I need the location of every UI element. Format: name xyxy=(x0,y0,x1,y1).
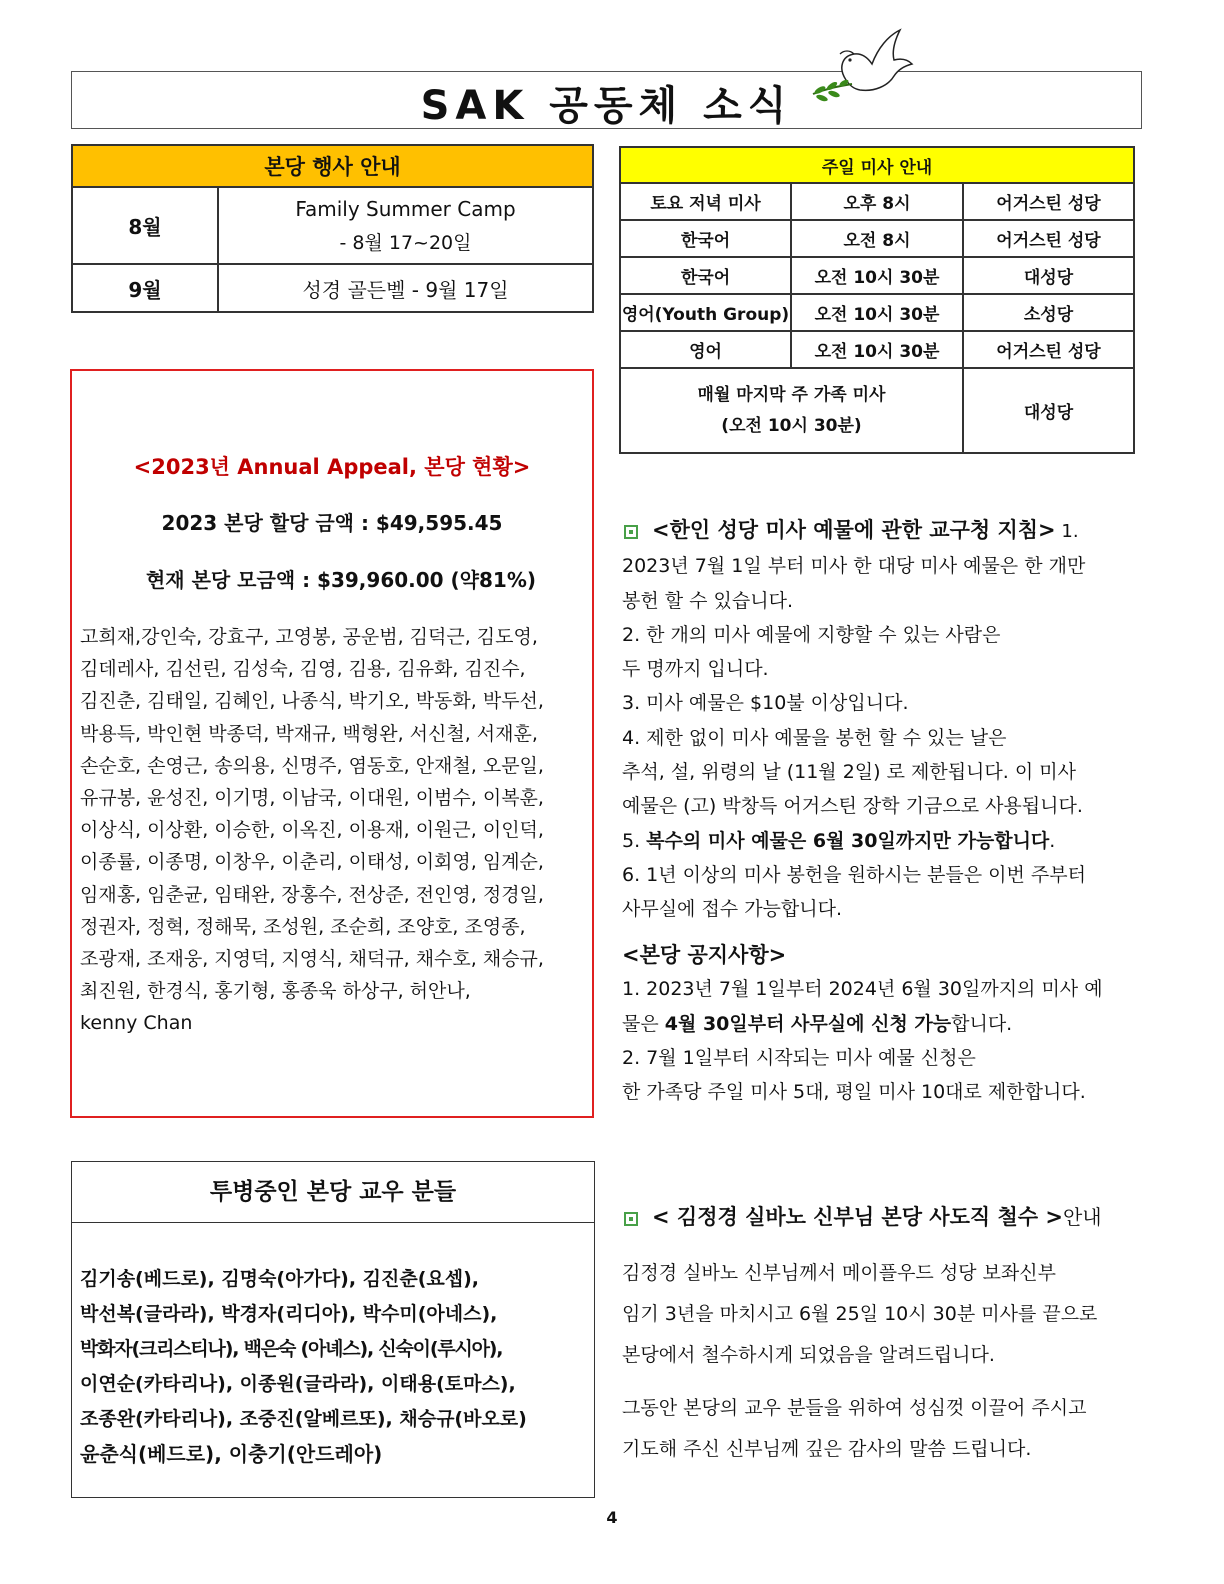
appeal-title: <2023년 Annual Appeal, 본당 현황> xyxy=(133,455,531,479)
notice-heading: <본당 공지사항> xyxy=(622,943,787,967)
sick-parishioners-box xyxy=(71,1161,595,1498)
list-item: 윤춘식(베드로), 이충기(안드레아) xyxy=(80,1442,383,1466)
list-item: 박선복(글라라), 박경자(리디아), 박수미(아네스), xyxy=(80,1303,498,1325)
table-row xyxy=(620,183,1134,220)
list-item: 조광재, 조재웅, 지영덕, 지영식, 채덕규, 채수호, 채승규, xyxy=(80,948,544,971)
appeal-raised-amount: 현재 본당 모금액 : $39,960.00 (약81%) xyxy=(145,568,537,592)
priest-paragraph-1 xyxy=(622,1253,1132,1376)
list-item: 박용득, 박인현 박종덕, 박재규, 백형완, 서신철, 서재훈, xyxy=(80,722,538,745)
list-item: 3. 미사 예물은 $10불 이상입니다. xyxy=(622,692,909,715)
list-item: 봉헌 할 수 있습니다. xyxy=(622,589,793,612)
square-bullet-icon xyxy=(624,1212,638,1226)
square-bullet-icon xyxy=(624,525,638,539)
mass-time: 오전 10시 30분 xyxy=(791,257,963,294)
appeal-assigned-amount: 2023 본당 할당 금액 : $49,595.45 xyxy=(161,511,503,535)
list-item: 예물은 (고) 박창득 어거스틴 장학 기금으로 사용됩니다. xyxy=(622,795,1083,818)
notice-bold-text: 4월 30일부터 사무실에 신청 가능 xyxy=(664,1012,952,1035)
list-item: 정권자, 정혁, 정해묵, 조성원, 조순희, 조양호, 조영종, xyxy=(80,915,526,938)
list-item: 김데레사, 김선린, 김성숙, 김영, 김용, 김유화, 김진수, xyxy=(80,658,526,681)
item-number: 5. xyxy=(622,829,647,852)
table-row xyxy=(620,220,1134,257)
mass-name: 토요 저녁 미사 xyxy=(620,183,791,220)
mass-time: 오전 10시 30분 xyxy=(791,331,963,368)
annual-appeal-box xyxy=(70,369,594,1118)
mass-place: 대성당 xyxy=(963,257,1134,294)
list-item: 추석, 설, 위령의 날 (11월 2일) 로 제한됩니다. 이 미사 xyxy=(622,761,1076,784)
mass-time: 오전 8시 xyxy=(791,220,963,257)
events-table-title: 본당 행사 안내 xyxy=(72,145,593,187)
mass-place: 소성당 xyxy=(963,294,1134,331)
list-item: 본당에서 철수하시게 되었음을 알려드립니다. xyxy=(622,1344,995,1366)
item-suffix: . xyxy=(1049,829,1056,852)
family-mass xyxy=(620,368,963,453)
list-item: 그동안 본당의 교우 분들을 위하여 성심껏 이끌어 주시고 xyxy=(622,1397,1087,1419)
donor-list xyxy=(80,621,585,1040)
table-row xyxy=(620,294,1134,331)
mass-table-title: 주일 미사 안내 xyxy=(620,147,1134,183)
list-item: 이연순(카타리나), 이종원(글라라), 이태용(토마스), xyxy=(80,1373,516,1395)
mass-place: 어거스틴 성당 xyxy=(963,331,1134,368)
guidelines-heading-row xyxy=(622,513,1132,549)
list-item: 김정경 실바노 신부님께서 메이플우드 성당 보좌신부 xyxy=(622,1262,1056,1284)
list-item: 이상식, 이상환, 이승한, 이옥진, 이용재, 이원근, 이인덕, xyxy=(80,819,544,842)
list-item: 임재홍, 임춘균, 임태완, 장홍수, 전상준, 전인영, 정경일, xyxy=(80,883,544,906)
event-date: - 8월 17~20일 xyxy=(339,231,472,254)
sick-list xyxy=(80,1262,527,1472)
dove-icon xyxy=(808,28,918,108)
list-item xyxy=(622,824,1132,858)
priest-heading: < 김정경 실바노 신부님 본당 사도직 철수 > xyxy=(652,1205,1063,1229)
list-item xyxy=(622,1007,1132,1041)
notice-section xyxy=(622,938,1132,1109)
newsletter-title-box xyxy=(71,71,1142,129)
event-detail: 성경 골든벨 - 9월 17일 xyxy=(218,264,593,312)
list-item: 2. 한 개의 미사 예물에 지향할 수 있는 사람은 xyxy=(622,623,1001,646)
priest-heading-row xyxy=(622,1200,1132,1235)
list-item: kenny Chan xyxy=(80,1012,193,1035)
list-item: 한 가족당 주일 미사 5대, 평일 미사 10대로 제한합니다. xyxy=(622,1081,1086,1104)
list-item: 4. 제한 없이 미사 예물을 봉헌 할 수 있는 날은 xyxy=(622,726,1007,749)
mass-time: 오전 10시 30분 xyxy=(791,294,963,331)
table-row xyxy=(620,368,1134,453)
list-item: 김기송(베드로), 김명숙(아가다), 김진춘(요셉), xyxy=(80,1268,480,1290)
list-item: 조종완(카타리나), 조중진(알베르또), 채승규(바오로) xyxy=(80,1408,527,1430)
sick-section-title: 투병중인 본당 교우 분들 xyxy=(72,1162,594,1223)
list-item: 고희재,강인숙, 강효구, 고영봉, 공운범, 김덕근, 김도영, xyxy=(80,626,538,648)
events-table xyxy=(71,144,594,313)
list-item: 김진춘, 김태일, 김혜인, 나종식, 박기오, 박동화, 박두선, xyxy=(80,690,544,713)
table-row xyxy=(620,331,1134,368)
list-item: 두 명까지 입니다. xyxy=(622,658,769,681)
list-item: 2. 7월 1일부터 시작되는 미사 예물 신청은 xyxy=(622,1046,976,1069)
item-bold-text: 복수의 미사 예물은 6월 30일까지만 가능합니다 xyxy=(646,829,1050,852)
mass-place: 대성당 xyxy=(963,368,1134,453)
event-month: 9월 xyxy=(72,264,218,312)
guidelines-section xyxy=(622,513,1132,927)
list-item: 기도해 주신 신부님께 깊은 감사의 말씀 드립니다. xyxy=(622,1438,1032,1460)
guidelines-heading: <한인 성당 미사 예물에 관한 교구청 지침> xyxy=(652,518,1056,542)
list-item: 최진원, 한경식, 홍기형, 홍종욱 하상구, 허안나, xyxy=(80,980,471,1003)
priest-paragraph-2 xyxy=(622,1388,1132,1470)
list-item: 박화자(크리스티나), 백은숙 (아녜스), 신숙이(루시아), xyxy=(80,1338,503,1360)
page-title: SAK 공동체 소식 xyxy=(420,83,793,129)
list-item: 임기 3년을 마치시고 6월 25일 10시 30분 미사를 끝으로 xyxy=(622,1303,1098,1325)
list-item: 손순호, 손영근, 송의용, 신명주, 염동호, 안재철, 오문일, xyxy=(80,754,544,777)
list-item: 1. 2023년 7월 1일부터 2024년 6월 30일까지의 미사 예 xyxy=(622,978,1103,1001)
event-name: Family Summer Camp xyxy=(295,196,516,221)
list-item: 사무실에 접수 가능합니다. xyxy=(622,898,843,921)
table-row xyxy=(72,264,593,312)
mass-name: 한국어 xyxy=(620,220,791,257)
table-row xyxy=(72,187,593,264)
list-item: 유규봉, 윤성진, 이기명, 이남국, 이대원, 이범수, 이복훈, xyxy=(80,787,544,810)
mass-name: 영어 xyxy=(620,331,791,368)
page-number: 4 xyxy=(606,1508,618,1527)
mass-name: 영어(Youth Group) xyxy=(620,294,791,331)
event-detail xyxy=(218,187,593,264)
guidelines-item-number: 1. xyxy=(1061,521,1079,542)
family-mass-time: (오전 10시 30분) xyxy=(721,415,862,436)
priest-heading-suffix: 안내 xyxy=(1062,1205,1102,1229)
notice-text: 합니다. xyxy=(951,1012,1013,1035)
priest-notice-section xyxy=(622,1200,1132,1470)
family-mass-name: 매월 마지막 주 가족 미사 xyxy=(697,384,886,405)
mass-name: 한국어 xyxy=(620,257,791,294)
mass-time: 오후 8시 xyxy=(791,183,963,220)
mass-place: 어거스틴 성당 xyxy=(963,220,1134,257)
table-row xyxy=(620,257,1134,294)
list-item: 6. 1년 이상의 미사 봉헌을 원하시는 분들은 이번 주부터 xyxy=(622,863,1086,886)
notice-text: 물은 xyxy=(622,1012,665,1035)
list-item: 2023년 7월 1일 부터 미사 한 대당 미사 예물은 한 개만 xyxy=(622,555,1086,578)
mass-schedule-table xyxy=(619,146,1135,454)
event-month: 8월 xyxy=(72,187,218,264)
mass-place: 어거스틴 성당 xyxy=(963,183,1134,220)
list-item: 이종률, 이종명, 이창우, 이춘리, 이태성, 이회영, 임계순, xyxy=(80,851,544,874)
